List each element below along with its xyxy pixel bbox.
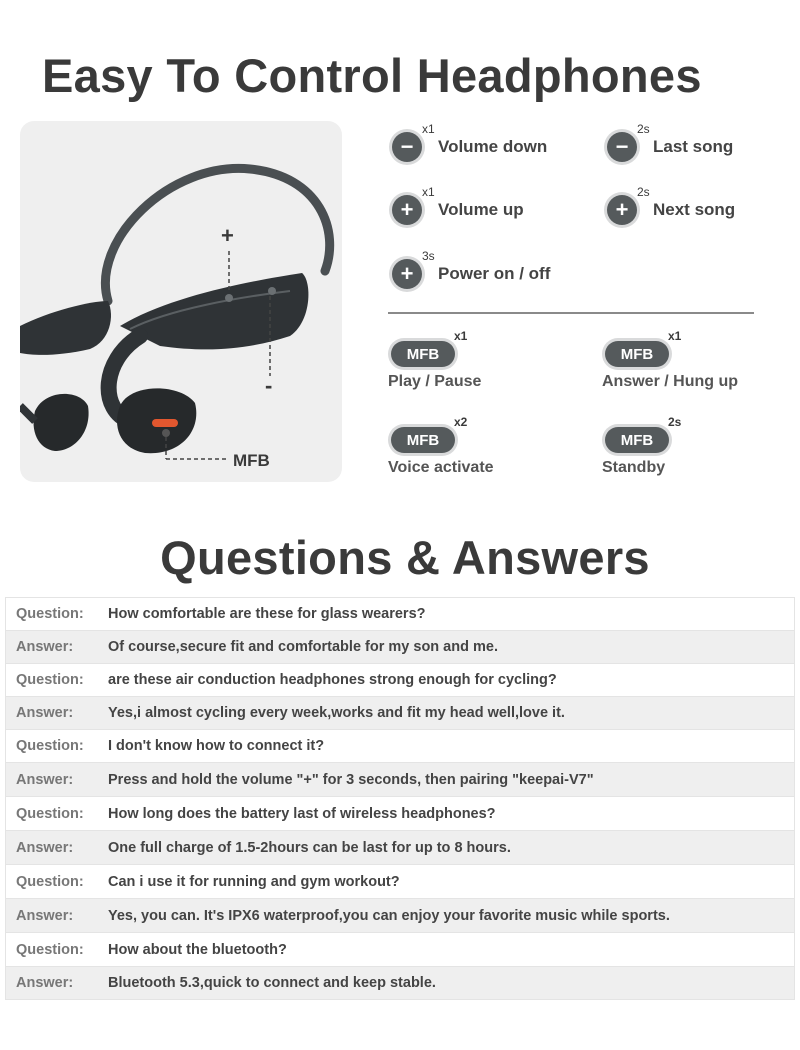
control-last-song xyxy=(607,122,734,167)
qa-key: Question: xyxy=(16,941,84,958)
qa-row xyxy=(6,664,794,697)
divider xyxy=(388,312,754,314)
control-sup: 2s xyxy=(637,185,650,199)
mfb-button-icon: MFB x2 xyxy=(391,427,455,453)
qa-table xyxy=(5,597,795,1000)
mfb-callout: MFB xyxy=(233,451,270,470)
qa-row xyxy=(6,865,794,899)
qa-row xyxy=(6,730,794,763)
qa-row xyxy=(6,697,794,730)
control-next-song xyxy=(607,185,736,230)
mfb-label: Voice activate xyxy=(388,459,494,476)
qa-row xyxy=(6,631,794,664)
qa-row xyxy=(6,899,794,933)
control-label: Volume up xyxy=(438,200,524,219)
control-label: Next song xyxy=(653,200,736,219)
mfb-answer-hangup xyxy=(602,329,738,391)
qa-title: Questions & Answers xyxy=(160,531,650,584)
minus-icon: − 2s xyxy=(607,132,637,162)
qa-key: Answer: xyxy=(16,839,74,856)
mfb-button-icon: MFB x1 xyxy=(605,341,669,367)
qa-key: Question: xyxy=(16,805,84,822)
mfb-sup: 2s xyxy=(668,415,682,429)
headphone-image xyxy=(20,121,342,482)
plus-icon: + x1 xyxy=(392,195,422,225)
control-label: Volume down xyxy=(438,137,548,156)
qa-text: are these air conduction headphones strong enough for cycling? xyxy=(108,672,557,688)
qa-text: Yes, you can. It's IPX6 waterproof,you can enjoy your favorite music while sports. xyxy=(108,907,670,924)
plus-callout: + xyxy=(221,223,234,248)
mfb-label: Play / Pause xyxy=(388,373,482,390)
qa-text: One full charge of 1.5-2hours can be last for up to 8 hours. xyxy=(108,839,511,856)
qa-row xyxy=(6,598,794,631)
control-volume-up xyxy=(392,185,524,230)
qa-key: Question: xyxy=(16,873,84,890)
control-label: Last song xyxy=(653,137,734,156)
control-power xyxy=(392,249,551,294)
mfb-standby xyxy=(602,415,682,477)
mfb-label: Answer / Hung up xyxy=(602,373,738,390)
mfb-sup: x1 xyxy=(454,329,468,343)
qa-text: I don't know how to connect it? xyxy=(108,738,325,754)
qa-row xyxy=(6,797,794,831)
qa-key: Question: xyxy=(16,738,84,754)
qa-row xyxy=(6,763,794,797)
qa-text: How comfortable are these for glass wearers? xyxy=(108,606,426,622)
mfb-label: Standby xyxy=(602,459,666,476)
qa-text: How long does the battery last of wireless headphones? xyxy=(108,805,496,822)
mfb-sup: x2 xyxy=(454,415,468,429)
control-sup: 3s xyxy=(422,249,435,263)
qa-text: Yes,i almost cycling every week,works and fit my head well,love it. xyxy=(108,705,565,721)
control-sup: 2s xyxy=(637,122,650,136)
qa-key: Answer: xyxy=(16,639,74,655)
minus-icon: − x1 xyxy=(392,132,422,162)
qa-key: Answer: xyxy=(16,907,74,924)
qa-key: Answer: xyxy=(16,771,74,788)
qa-text: Press and hold the volume "+" for 3 seconds, then pairing "keepai-V7" xyxy=(108,771,594,788)
control-volume-down xyxy=(392,122,548,167)
page-title: Easy To Control Headphones xyxy=(42,49,702,102)
mfb-voice-activate xyxy=(388,415,494,477)
qa-row xyxy=(6,933,794,967)
qa-key: Answer: xyxy=(16,975,74,991)
qa-row xyxy=(6,831,794,865)
qa-key: Answer: xyxy=(16,705,74,721)
qa-text: Of course,secure fit and comfortable for my son and me. xyxy=(108,639,498,655)
qa-key: Question: xyxy=(16,672,84,688)
mfb-play-pause xyxy=(388,329,482,391)
qa-text: How about the bluetooth? xyxy=(108,941,287,958)
control-sup: x1 xyxy=(422,185,435,199)
qa-text: Can i use it for running and gym workout? xyxy=(108,873,400,890)
mfb-sup: x1 xyxy=(668,329,682,343)
control-sup: x1 xyxy=(422,122,435,136)
plus-icon: + 2s xyxy=(607,195,637,225)
mfb-button-icon: MFB 2s xyxy=(605,427,669,453)
mfb-button-icon: MFB x1 xyxy=(391,341,455,367)
headphone-illustration xyxy=(20,121,342,482)
qa-text: Bluetooth 5.3,quick to connect and keep stable. xyxy=(108,975,436,991)
qa-key: Question: xyxy=(16,606,84,622)
plus-icon: + 3s xyxy=(392,259,422,289)
qa-row xyxy=(6,967,794,999)
minus-callout: - xyxy=(265,373,273,398)
control-label: Power on / off xyxy=(438,264,551,283)
